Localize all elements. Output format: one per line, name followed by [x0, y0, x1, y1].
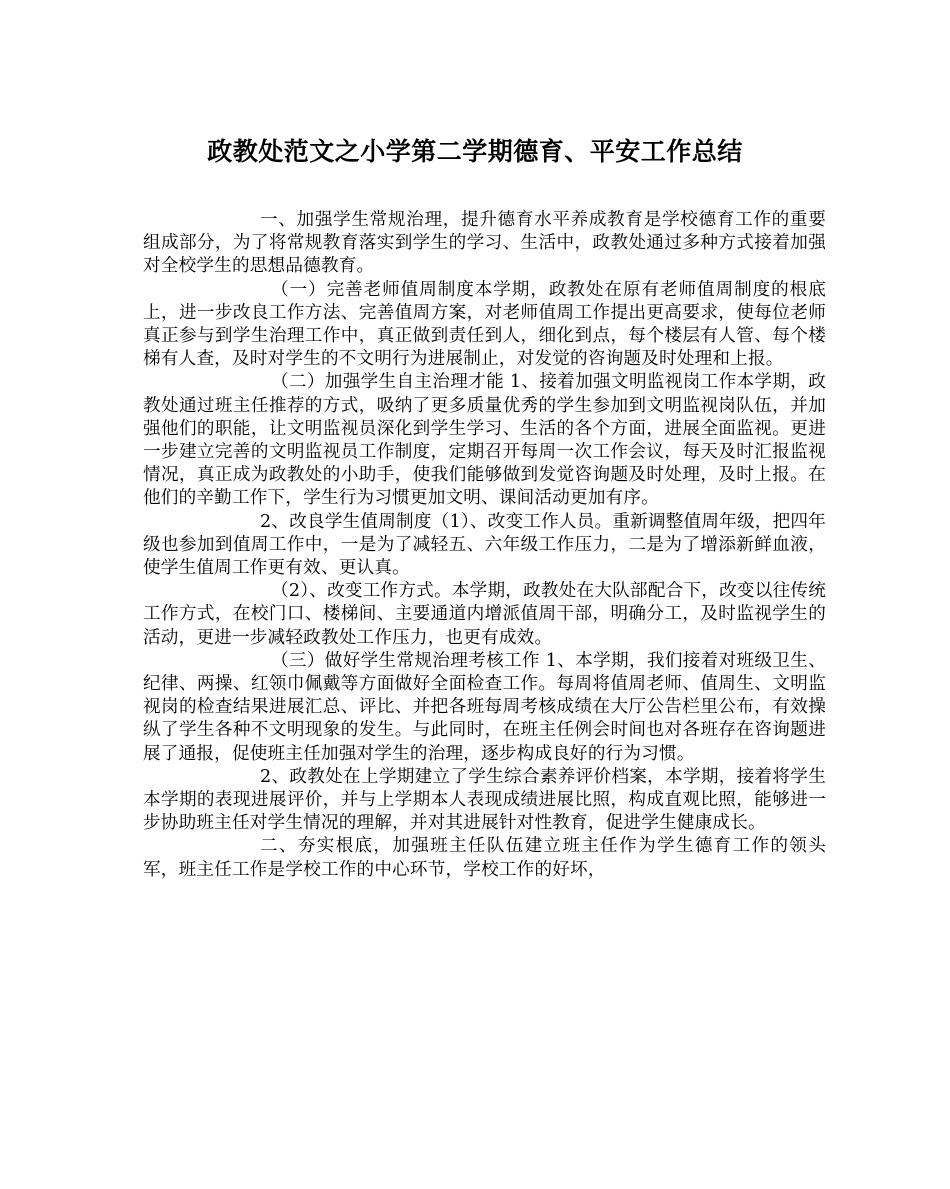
- paragraph-item-2: （二）加强学生自主治理才能 1、接着加强文明监视岗工作本学期，政教处通过班主任推荐的方式，吸纳了更多质量优秀的学生参加到文明监视岗队伍，并加强他们的职能，让文明监视员深化到学生学习、生活的各个方面，进展全面监视。更进一步建立完善的文明监视员工作制度，定期召开每周一次工作会议，每天及时汇报监视情况，真正成为政教处的小助手，使我们能够做到发觉咨询题及时处理，及时上报。在他们的辛勤工作下，学生行为习惯更加文明、课间活动更加有序。: [143, 372, 826, 509]
- paragraph-item-3-2: 2、政教处在上学期建立了学生综合素养评价档案，本学期，接着将学生本学期的表现进展评价，并与上学期本人表现成绩进展比照，构成直观比照，能够进一步协助班主任对学生情况的理解，并对其进展针对性教育，促进学生健康成长。: [143, 766, 826, 834]
- paragraph-item-2-2-b: （2）、改变工作方式。本学期，政教处在大队部配合下，改变以往传统工作方式，在校门口、楼梯间、主要通道内增派值周干部，明确分工，及时监视学生的活动，更进一步减轻政教处工作压力，也更有成效。: [143, 581, 826, 648]
- document-title: 政教处范文之小学第二学期德育、平安工作总结: [207, 137, 743, 166]
- paragraph-section-1: 一、加强学生常规治理，提升德育水平养成教育是学校德育工作的重要组成部分，为了将常规教育落实到学生的学习、生活中，政教处通过多种方式接着加强对全校学生的思想品德教育。: [143, 210, 826, 277]
- paragraph-item-1: （一）完善老师值周制度本学期，政教处在原有老师值周制度的根底上，进一步改良工作方法、完善值周方案，对老师值周工作提出更高要求，使每位老师真正参与到学生治理工作中，真正做到责任到人，细化到点，每个楼层有人管、每个楼梯有人查，及时对学生的不文明行为进展制止，对发觉的咨询题及时处理和上报。: [143, 279, 826, 370]
- paragraph-section-2: 二、夯实根底，加强班主任队伍建立班主任作为学生德育工作的领头军，班主任工作是学校工作的中心环节，学校工作的好坏，: [143, 836, 826, 880]
- paragraph-item-2-2: 2、改良学生值周制度（1）、改变工作人员。重新调整值周年级，把四年级也参加到值周工作中，一是为了减轻五、六年级工作压力，二是为了增添新鲜血液，使学生值周工作更有效、更认真。: [143, 511, 826, 579]
- paragraph-item-3: （三）做好学生常规治理考核工作 1、本学期，我们接着对班级卫生、纪律、两操、红领巾佩戴等方面做好全面检查工作。每周将值周老师、值周生、文明监视岗的检查结果进展汇总、评比、并把各班每周考核成绩在大厅公告栏里公布，有效操纵了学生各种不文明现象的发生。与此同时，在班主任例会时间也对各班存在咨询题进展了通报，促使班主任加强对学生的治理，逐步构成良好的行为习惯。: [143, 650, 826, 764]
- document-body: [143, 209, 826, 882]
